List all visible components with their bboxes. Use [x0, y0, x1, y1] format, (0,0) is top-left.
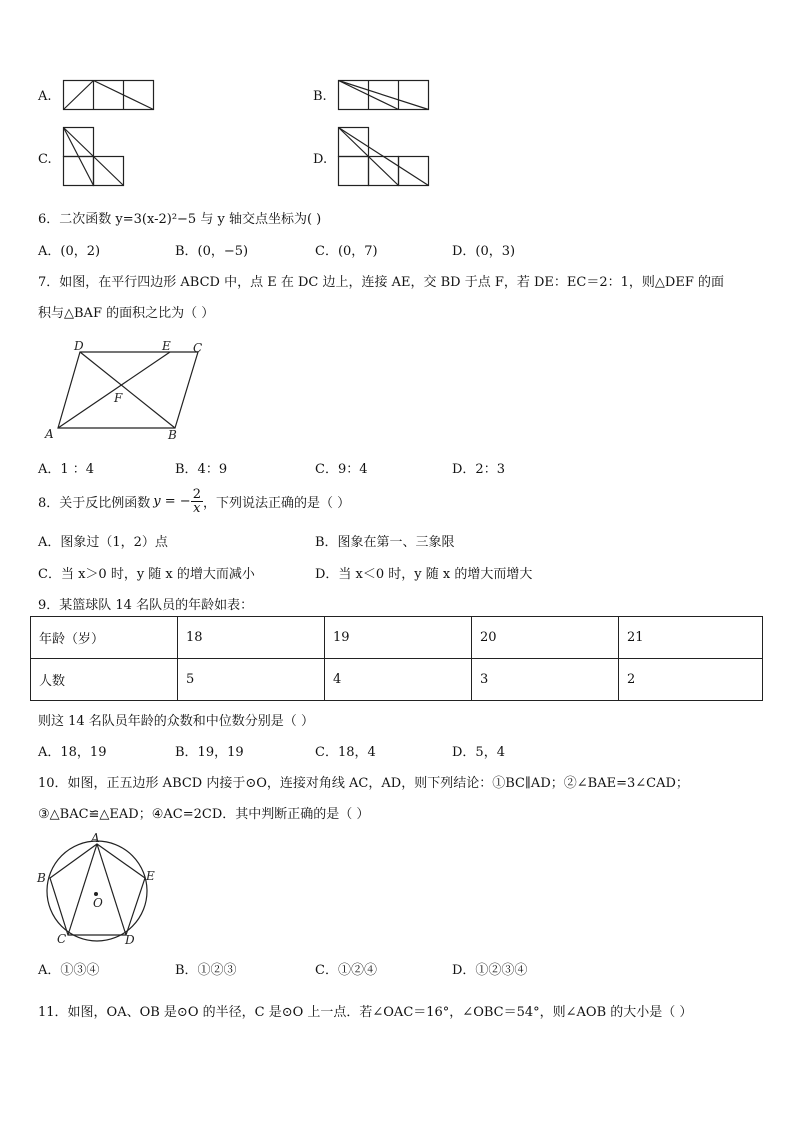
- q10-text-line1: 10．如图，正五边形 ABCD 内接于⊙O，连接对角线 AC，AD，则下列结论：①BC∥AD；②∠BAE=3∠CAD；: [38, 776, 689, 791]
- q10-label-b: B: [37, 871, 46, 885]
- q6-option-c[interactable]: C．(0，7): [315, 244, 378, 259]
- q10-option-d[interactable]: D．①②③④: [452, 963, 528, 978]
- q8-fraction-denominator: x: [193, 500, 201, 516]
- q7-text-line2: 积与△BAF 的面积之比为（ ）: [38, 306, 215, 321]
- q9-age-table: [30, 616, 763, 701]
- q7-option-a[interactable]: A．1 ：4: [38, 462, 95, 477]
- q5-figure-c: [63, 127, 125, 189]
- q7-parallelogram-figure: [40, 338, 220, 446]
- q7-text-line1: 7．如图，在平行四边形 ABCD 中，点 E 在 DC 边上，连接 AE，交 BD 于点 F，若 DE：EC＝2：1，则△DEF 的面: [38, 275, 724, 290]
- q7-option-c[interactable]: C．9：4: [315, 462, 368, 477]
- q10-pentagon-circle-figure: [35, 832, 160, 950]
- q10-label-a: A: [91, 831, 100, 845]
- q10-option-a[interactable]: A．①③④: [38, 963, 100, 978]
- q9-text: 9．某篮球队 14 名队员的年龄如表：: [38, 598, 254, 613]
- q8-fraction: [191, 488, 203, 515]
- q7-option-b[interactable]: B．4：9: [175, 462, 228, 477]
- q7-label-b: B: [168, 428, 177, 442]
- q7-option-d[interactable]: D．2：3: [452, 462, 505, 477]
- q6-option-d[interactable]: D．(0，3): [452, 244, 516, 259]
- q8-fraction-numerator: 2: [192, 486, 201, 502]
- q5-figure-b: [338, 80, 430, 112]
- q6-option-b[interactable]: B．(0，−5): [175, 244, 249, 259]
- q10-label-e: E: [146, 869, 155, 883]
- q5-figure-d: [338, 127, 432, 189]
- q9-option-c[interactable]: C．18，4: [315, 745, 376, 760]
- q10-option-c[interactable]: C．①②④: [315, 963, 377, 978]
- q5-option-b-label: B.: [313, 89, 327, 104]
- table-cell: 21: [619, 617, 763, 659]
- q7-label-f: F: [114, 391, 123, 405]
- q11-text: 11．如图，OA、OB 是⊙O 的半径，C 是⊙O 上一点．若∠OAC＝16°，∠OBC＝54°，则∠AOB 的大小是（ ）: [38, 1005, 693, 1020]
- q5-figure-a: [63, 80, 155, 112]
- q8-prefix: 8．关于反比例函数: [38, 495, 151, 511]
- q6-text: 6．二次函数 y=3(x-2)²−5 与 y 轴交点坐标为( ): [38, 212, 322, 227]
- q10-label-o: O: [93, 896, 103, 910]
- q8-text: [38, 483, 350, 519]
- q5-option-c-label: C.: [38, 152, 52, 167]
- q9-after-text: 则这 14 名队员年龄的众数和中位数分别是（ ）: [38, 714, 314, 729]
- q8-option-a[interactable]: A．图象过（1，2）点: [38, 535, 168, 550]
- q7-label-e: E: [162, 339, 171, 353]
- table-cell: 4: [325, 659, 472, 701]
- q5-option-d-label: D.: [313, 152, 328, 167]
- q9-option-d[interactable]: D．5，4: [452, 745, 505, 760]
- table-row: [31, 659, 763, 701]
- table-cell: 人数: [31, 659, 178, 701]
- q10-label-c: C: [57, 932, 67, 946]
- q8-option-b[interactable]: B．图象在第一、三象限: [315, 535, 455, 550]
- table-cell: 年龄（岁）: [31, 617, 178, 659]
- q10-option-b[interactable]: B．①②③: [175, 963, 237, 978]
- q8-y-eq: y = −: [153, 493, 191, 509]
- q6-option-a[interactable]: A．(0，2): [38, 244, 101, 259]
- q10-label-d: D: [125, 933, 135, 947]
- table-cell: 20: [472, 617, 619, 659]
- table-cell: 3: [472, 659, 619, 701]
- table-cell: 5: [178, 659, 325, 701]
- q5-option-a-label: A.: [38, 89, 52, 104]
- table-row: [31, 617, 763, 659]
- q7-label-a: A: [45, 427, 54, 441]
- q9-option-b[interactable]: B．19，19: [175, 745, 244, 760]
- q7-label-d: D: [74, 339, 84, 353]
- table-cell: 18: [178, 617, 325, 659]
- q7-label-c: C: [193, 341, 203, 355]
- table-cell: 2: [619, 659, 763, 701]
- q8-suffix: ，下列说法正确的是（ ）: [202, 495, 351, 511]
- table-cell: 19: [325, 617, 472, 659]
- q9-option-a[interactable]: A．18，19: [38, 745, 107, 760]
- q8-option-c[interactable]: C．当 x＞0 时，y 随 x 的增大而减小: [38, 567, 255, 582]
- q8-option-d[interactable]: D．当 x＜0 时，y 随 x 的增大而增大: [315, 567, 533, 582]
- q10-text-line2: ③△BAC≌△EAD；④AC=2CD．其中判断正确的是（ ）: [38, 807, 370, 822]
